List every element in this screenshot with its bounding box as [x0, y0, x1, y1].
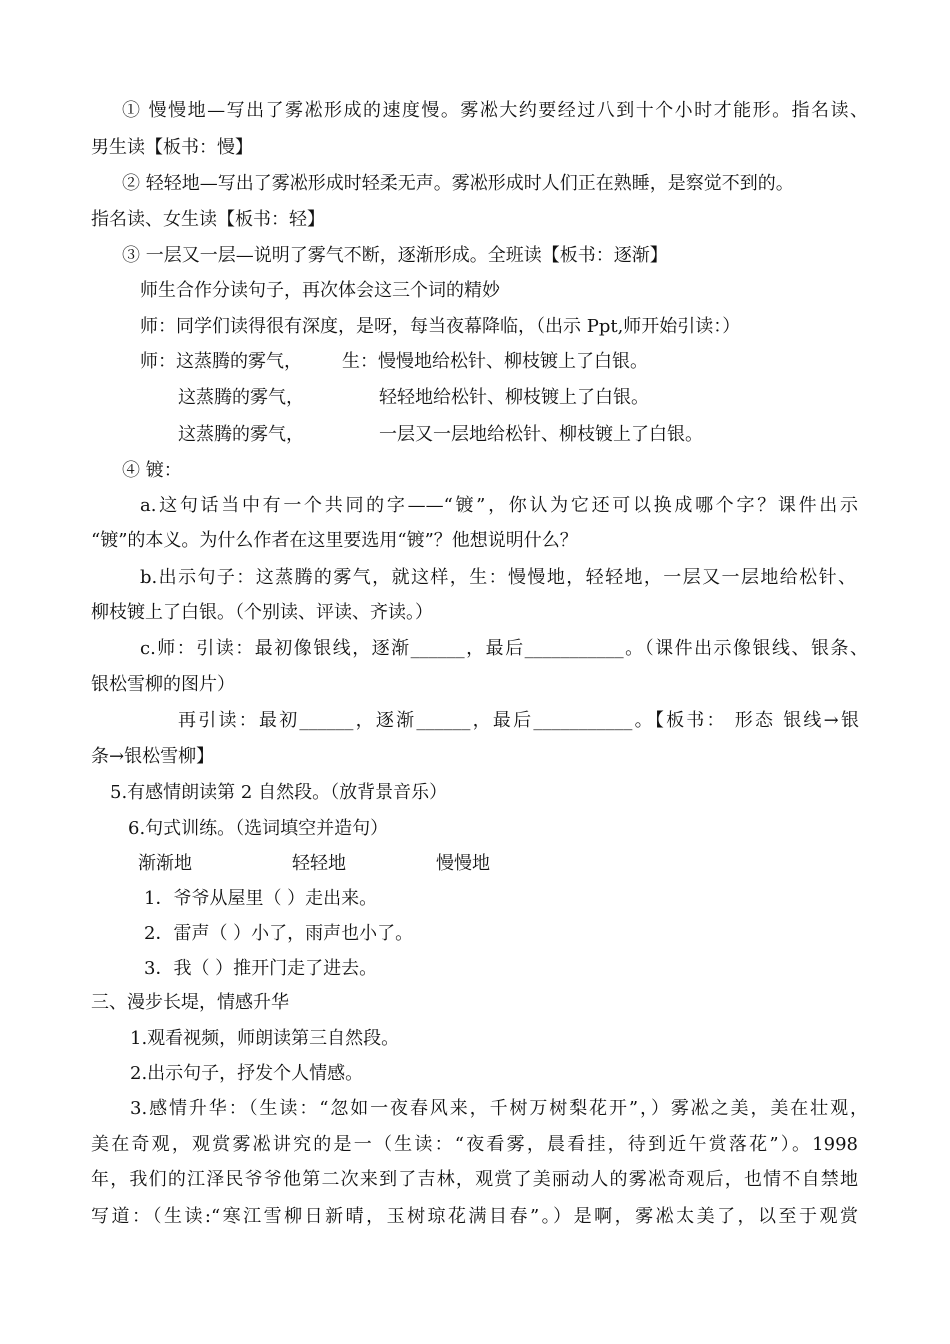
word-choice: 渐渐地 [138, 853, 192, 874]
paragraph-line: 美在奇观，观赏雾凇讲究的是一（生读：“夜看雾，晨看挂，待到近午赏落花”）。1998 [91, 1134, 858, 1155]
paragraph-line: 1.观看视频，师朗读第三自然段。 [130, 1028, 400, 1049]
paragraph-line: ② 轻轻地—写出了雾凇形成时轻柔无声。雾凇形成时人们正在熟睡，是察觉不到的。 [122, 173, 794, 194]
paragraph-line: 3.感情升华：（生读：“忽如一夜春风来，千树万树梨花开”，）雾凇之美，美在壮观， [130, 1098, 868, 1119]
dialogue-repeat-left: 这蒸腾的雾气， [178, 387, 304, 408]
paragraph-line: 年，我们的江泽民爷爷他第二次来到了吉林，观赏了美丽动人的雾凇奇观后，也情不自禁地 [91, 1169, 858, 1190]
paragraph-line: a.这句话当中有一个共同的字——“镀”，你认为它还可以换成哪个字？课件出示 [140, 495, 858, 516]
paragraph-line: 师生合作分读句子，再次体会这三个词的精妙 [140, 280, 500, 301]
word-choice: 轻轻地 [292, 853, 346, 874]
exercise-item: 3．我（ ）推开门走了进去。 [144, 958, 378, 979]
exercise-item: 2．雷声（ ）小了，雨声也小了。 [144, 923, 414, 944]
dialogue-teacher: 师：这蒸腾的雾气， [140, 351, 302, 372]
paragraph-line: 再引读：最初______，逐渐______，最后___________。【板书： 形态 银线→银 [178, 710, 859, 731]
paragraph-line: “镀”的本义。为什么作者在这里要选用“镀”？他想说明什么？ [91, 530, 578, 551]
dialogue-repeat-right: 一层又一层地给松针、柳枝镀上了白银。 [379, 424, 703, 445]
paragraph-line: 银松雪柳的图片） [91, 674, 235, 695]
paragraph-line: ③ 一层又一层—说明了雾气不断，逐渐形成。全班读【板书：逐渐】 [122, 245, 668, 266]
paragraph-line: 条→银松雪柳】 [91, 746, 215, 767]
paragraph-line: c.师：引读：最初像银线，逐渐______，最后___________。（课件出示像银线、银条、 [140, 638, 868, 659]
word-choice: 慢慢地 [436, 853, 490, 874]
paragraph-line: ④ 镀： [122, 460, 182, 481]
paragraph-line: 2.出示句子，抒发个人情感。 [130, 1063, 364, 1084]
section-heading: 三、漫步长堤，情感升华 [91, 992, 289, 1013]
paragraph-line: 师：同学们读得很有深度，是呀，每当夜幕降临，（出示 Ppt,师开始引读：） [140, 316, 741, 337]
paragraph-line: 5.有感情朗读第 2 自然段。（放背景音乐） [110, 782, 448, 803]
paragraph-line: 男生读【板书：慢】 [91, 137, 253, 158]
paragraph-line: 指名读、女生读【板书：轻】 [91, 209, 325, 230]
exercise-item: 1．爷爷从屋里（ ）走出来。 [144, 888, 378, 909]
dialogue-repeat-right: 轻轻地给松针、柳枝镀上了白银。 [379, 387, 649, 408]
paragraph-line: 写道：（生读:“寒江雪柳日新晴，玉树琼花满目春”。）是啊，雾凇太美了，以至于观赏 [91, 1206, 858, 1227]
dialogue-student: 生：慢慢地给松针、柳枝镀上了白银。 [342, 351, 648, 372]
paragraph-line: 柳枝镀上了白银。（个别读、评读、齐读。） [91, 602, 433, 623]
paragraph-line: b.出示句子：这蒸腾的雾气，就这样，生：慢慢地，轻轻地，一层又一层地给松针、 [140, 567, 856, 588]
paragraph-line: 6.句式训练。（选词填空并造句） [128, 818, 389, 839]
dialogue-repeat-left: 这蒸腾的雾气， [178, 424, 304, 445]
paragraph-line: ① 慢慢地—写出了雾凇形成的速度慢。雾凇大约要经过八到十个小时才能形。指名读、 [122, 100, 868, 121]
